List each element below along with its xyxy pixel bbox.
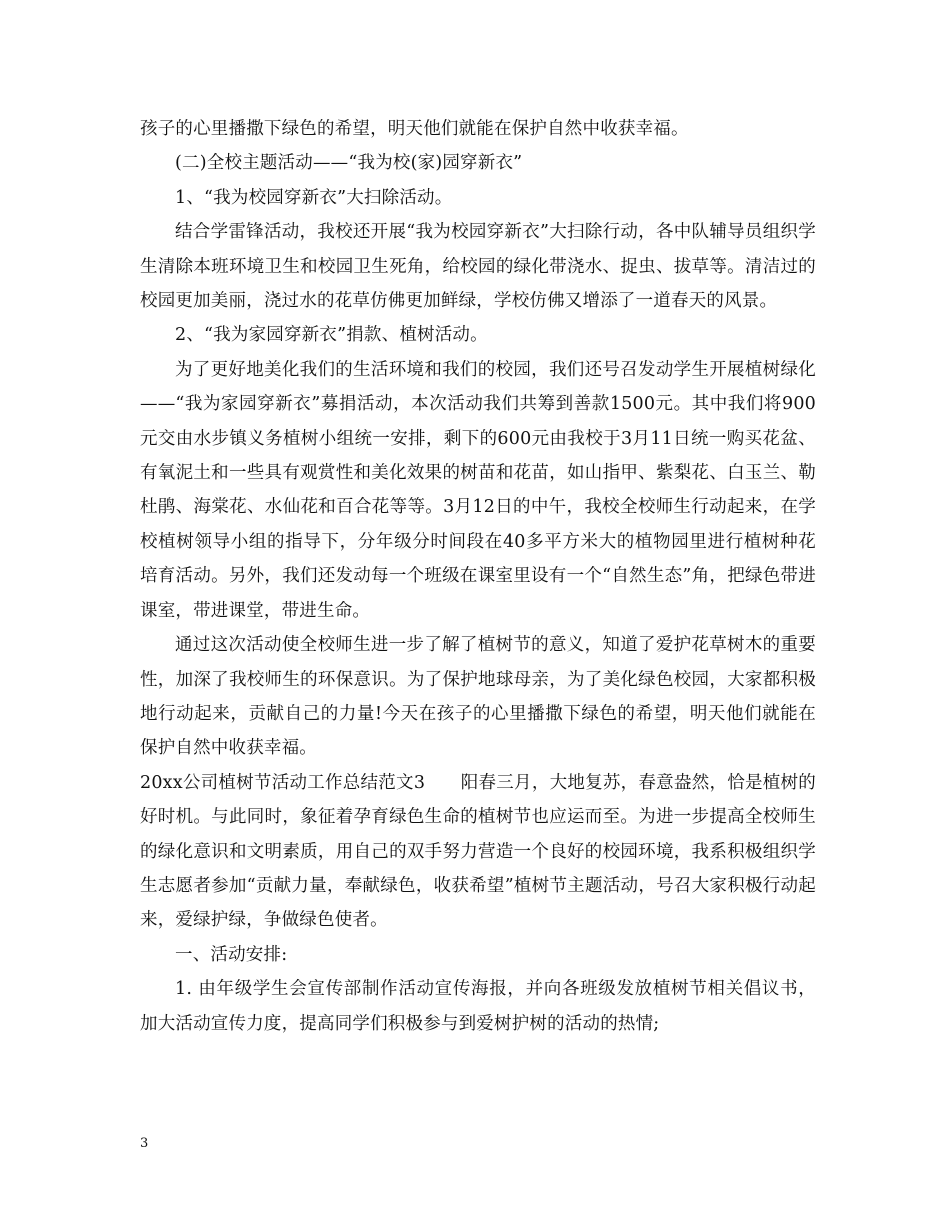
section-heading: 一、活动安排: [175,944,288,965]
paragraph: 通过这次活动使全校师生进一步了解了植树节的意义，知道了爱护花草树木的重要性，加深了我校师生的环保意识。为了保护地球母亲，为了美化绿色校园，大家都积极地行动起来，贡献自己的力量!今天在孩子的心里播撒下绿色的希望，明天他们就能在保护自然中收获幸福。 [140,635,816,759]
paragraph: 20xx公司植树节活动工作总结范文3 阳春三月，大地复苏，春意盎然，恰是植树的好时机。与此同时，象征着孕育绿色生命的植树节也应运而至。为进一步提高全校师生的绿化意识和文明素质，用自己的双手努力营造一个良好的校园环境，我系积极组织学生志愿者参加“贡献力量，奉献绿色，收获希望”植树节主题活动，号召大家积极行动起来，爱绿护绿，争做绿色使者。 [140,772,816,931]
subsection-heading: 1、“我为校园穿新衣”大扫除活动。 [175,187,453,208]
section-heading: (二)全校主题活动——“我为校(家)园穿新衣” [175,153,523,174]
paragraph: 结合学雷锋活动，我校还开展“我为校园穿新衣”大扫除行动，各中队辅导员组织学生清除本班环境卫生和校园卫生死角，给校园的绿化带浇水、捉虫、拔草等。清洁过的校园更加美丽，浇过水的花草仿佛更加鲜绿，学校仿佛又增添了一道春天的风景。 [140,222,816,312]
subsection-heading: 2、“我为家园穿新衣”捐款、植树活动。 [175,325,488,346]
paragraph: 孩子的心里播撒下绿色的希望，明天他们就能在保护自然中收获幸福。 [140,119,689,139]
document-body [140,112,816,1041]
list-item: 1. 由年级学生会宣传部制作活动宣传海报，并向各班级发放植树节相关倡议书，加大活动宣传力度，提高同学们积极参与到爱树护树的活动的热情; [140,979,816,1034]
page-number: 3 [140,1136,149,1151]
paragraph: 为了更好地美化我们的生活环境和我们的校园，我们还号召发动学生开展植树绿化——“我为家园穿新衣”募捐活动，本次活动我们共筹到善款1500元。其中我们将900元交由水步镇义务植树小组统一安排，剩下的600元由我校于3月11日统一购买花盆、有氧泥土和一些具有观赏性和美化效果的树苗和花苗，如山指甲、紫梨花、白玉兰、勒杜鹃、海棠花、水仙花和百合花等等。3月12日的中午，我校全校师生行动起来，在学校植树领导小组的指导下，分年级分时间段在40多平方米大的植物园里进行植树种花培育活动。另外，我们还发动每一个班级在课室里设有一个“自然生态”角，把绿色带进课室，带进课堂，带进生命。 [140,359,816,621]
